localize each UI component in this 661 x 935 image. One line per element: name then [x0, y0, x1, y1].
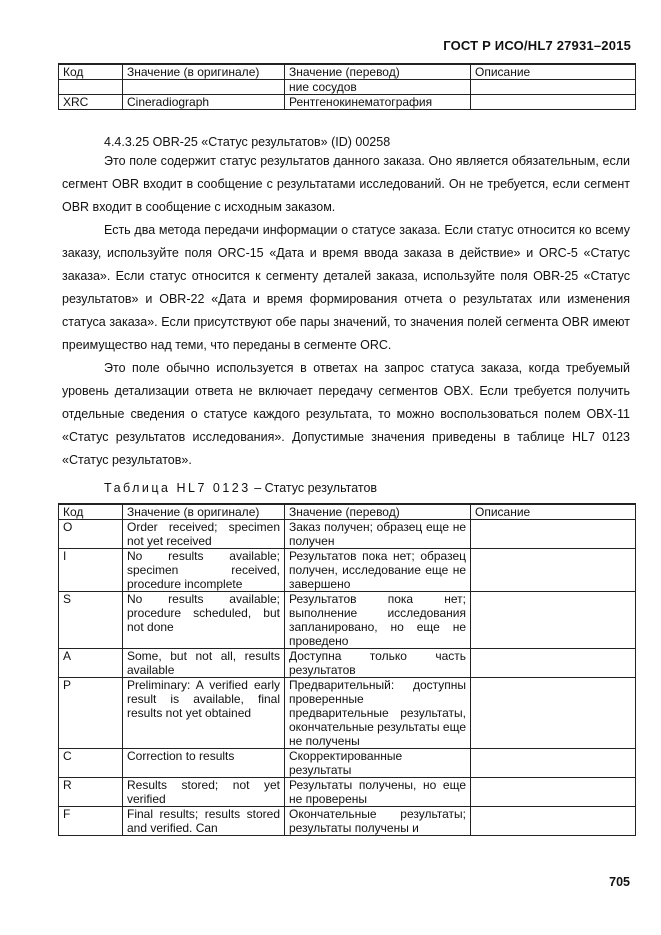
table-cell: [471, 678, 636, 749]
column-header: Описание: [471, 504, 636, 520]
column-header: Значение (перевод): [285, 64, 471, 80]
paragraph-2: Есть два метода передачи информации о статусе заказа. Если статус относится ко всему заказу, используйте поля ORC-15 «Дата и время ввода заказа в действие» и ORC-5 «Статус заказа». Если статус относится к сегменту деталей заказа, используйте поля OBR-25 «Статус результатов» и OBR-22 «Дата и время формирования отчета о результатах или изменения статуса заказа». Если присутствуют обе пары значений, то значения полей сегмента OBR имеют преимущество над теми, что переданы в сегменте ORC.: [62, 223, 630, 352]
table-cell: Окончательные результаты; результаты получены и: [285, 807, 471, 836]
column-header: Код: [59, 504, 123, 520]
table-cell: [471, 80, 636, 95]
table-cell: [123, 80, 285, 95]
table-cell: Cineradiograph: [123, 95, 285, 110]
table-cell: [471, 807, 636, 836]
table-cell: S: [59, 592, 123, 649]
table-cell: ние сосудов: [285, 80, 471, 95]
table-row: [59, 807, 636, 836]
table-caption: [104, 481, 377, 495]
table-cell: C: [59, 749, 123, 778]
table-cell: A: [59, 649, 123, 678]
column-header: Значение (в оригинале): [123, 64, 285, 80]
table-cell: No results available; specimen received, procedure incomplete: [123, 549, 285, 592]
table-cell: Результатов пока нет; образец получен, исследование еще не завершено: [285, 549, 471, 592]
column-header: Значение (перевод): [285, 504, 471, 520]
table-cell: R: [59, 778, 123, 807]
table-cell: No results available; procedure scheduled, but not done: [123, 592, 285, 649]
table-cell: Рентгенокинематография: [285, 95, 471, 110]
table-row: [59, 549, 636, 592]
table-caption-label: Таблица HL7 0123: [104, 481, 251, 495]
table-row: [59, 520, 636, 549]
table-cell: F: [59, 807, 123, 836]
column-header: Код: [59, 64, 123, 80]
table-cell: Some, but not all, results available: [123, 649, 285, 678]
table-cell: XRC: [59, 95, 123, 110]
paragraph-1: Это поле содержит статус результатов данного заказа. Оно является обязательным, если сегмент OBR входит в сообщение с результатами исследований. Он не требуется, если сегмент OBR входит в сообщение с исходным заказом.: [62, 154, 630, 214]
table-cell: [471, 549, 636, 592]
table-cell: Доступна только часть результатов: [285, 649, 471, 678]
table-row: [59, 649, 636, 678]
table-cell: [471, 778, 636, 807]
table-cell: Order received; specimen not yet received: [123, 520, 285, 549]
table-header-row: [59, 504, 636, 520]
table-cell: Скорректированные результаты: [285, 749, 471, 778]
table-row: [59, 95, 636, 110]
column-header: Значение (в оригинале): [123, 504, 285, 520]
table-row: [59, 749, 636, 778]
table-row: [59, 80, 636, 95]
table-cell: [471, 592, 636, 649]
table-cell: I: [59, 549, 123, 592]
paragraph-3: Это поле обычно используется в ответах на запрос статуса заказа, когда требуемый уровень детализации ответа не включает передачу сегментов OBX. Если требуется получить отдельные сведения о статусе каждого результата, то можно воспользоваться полем OBX-11 «Статус результатов исследования». Допустимые значения приведены в таблице HL7 0123 «Статус результатов».: [62, 361, 630, 467]
column-header: Описание: [471, 64, 636, 80]
continued-table: [58, 63, 636, 110]
table-row: [59, 592, 636, 649]
table-cell: Preliminary: A verified early result is available, final results not yet obtained: [123, 678, 285, 749]
table-cell: O: [59, 520, 123, 549]
table-cell: Заказ получен; образец еще не получен: [285, 520, 471, 549]
result-status-table: [58, 503, 636, 836]
section-heading: 4.4.3.25 OBR-25 «Статус результатов» (ID) 00258: [104, 135, 391, 149]
table-caption-title: – Статус результатов: [254, 481, 378, 495]
table-header-row: [59, 64, 636, 80]
table-cell: [471, 749, 636, 778]
table-cell: Результаты получены, но еще не проверены: [285, 778, 471, 807]
table-row: [59, 778, 636, 807]
table-cell: Correction to results: [123, 749, 285, 778]
table-cell: Final results; results stored and verified. Can: [123, 807, 285, 836]
page-number: 705: [609, 875, 630, 889]
table-cell: [471, 520, 636, 549]
table-cell: Результатов пока нет; выполнение исследования запланировано, но еще не проведено: [285, 592, 471, 649]
table-cell: [471, 649, 636, 678]
table-cell: Results stored; not yet verified: [123, 778, 285, 807]
table-cell: P: [59, 678, 123, 749]
table-cell: Предварительный: доступны проверенные предварительные результаты, окончательные результаты еще не получены: [285, 678, 471, 749]
table-row: [59, 678, 636, 749]
table-cell: [59, 80, 123, 95]
document-header: ГОСТ Р ИСО/HL7 27931–2015: [443, 38, 631, 53]
table-cell: [471, 95, 636, 110]
